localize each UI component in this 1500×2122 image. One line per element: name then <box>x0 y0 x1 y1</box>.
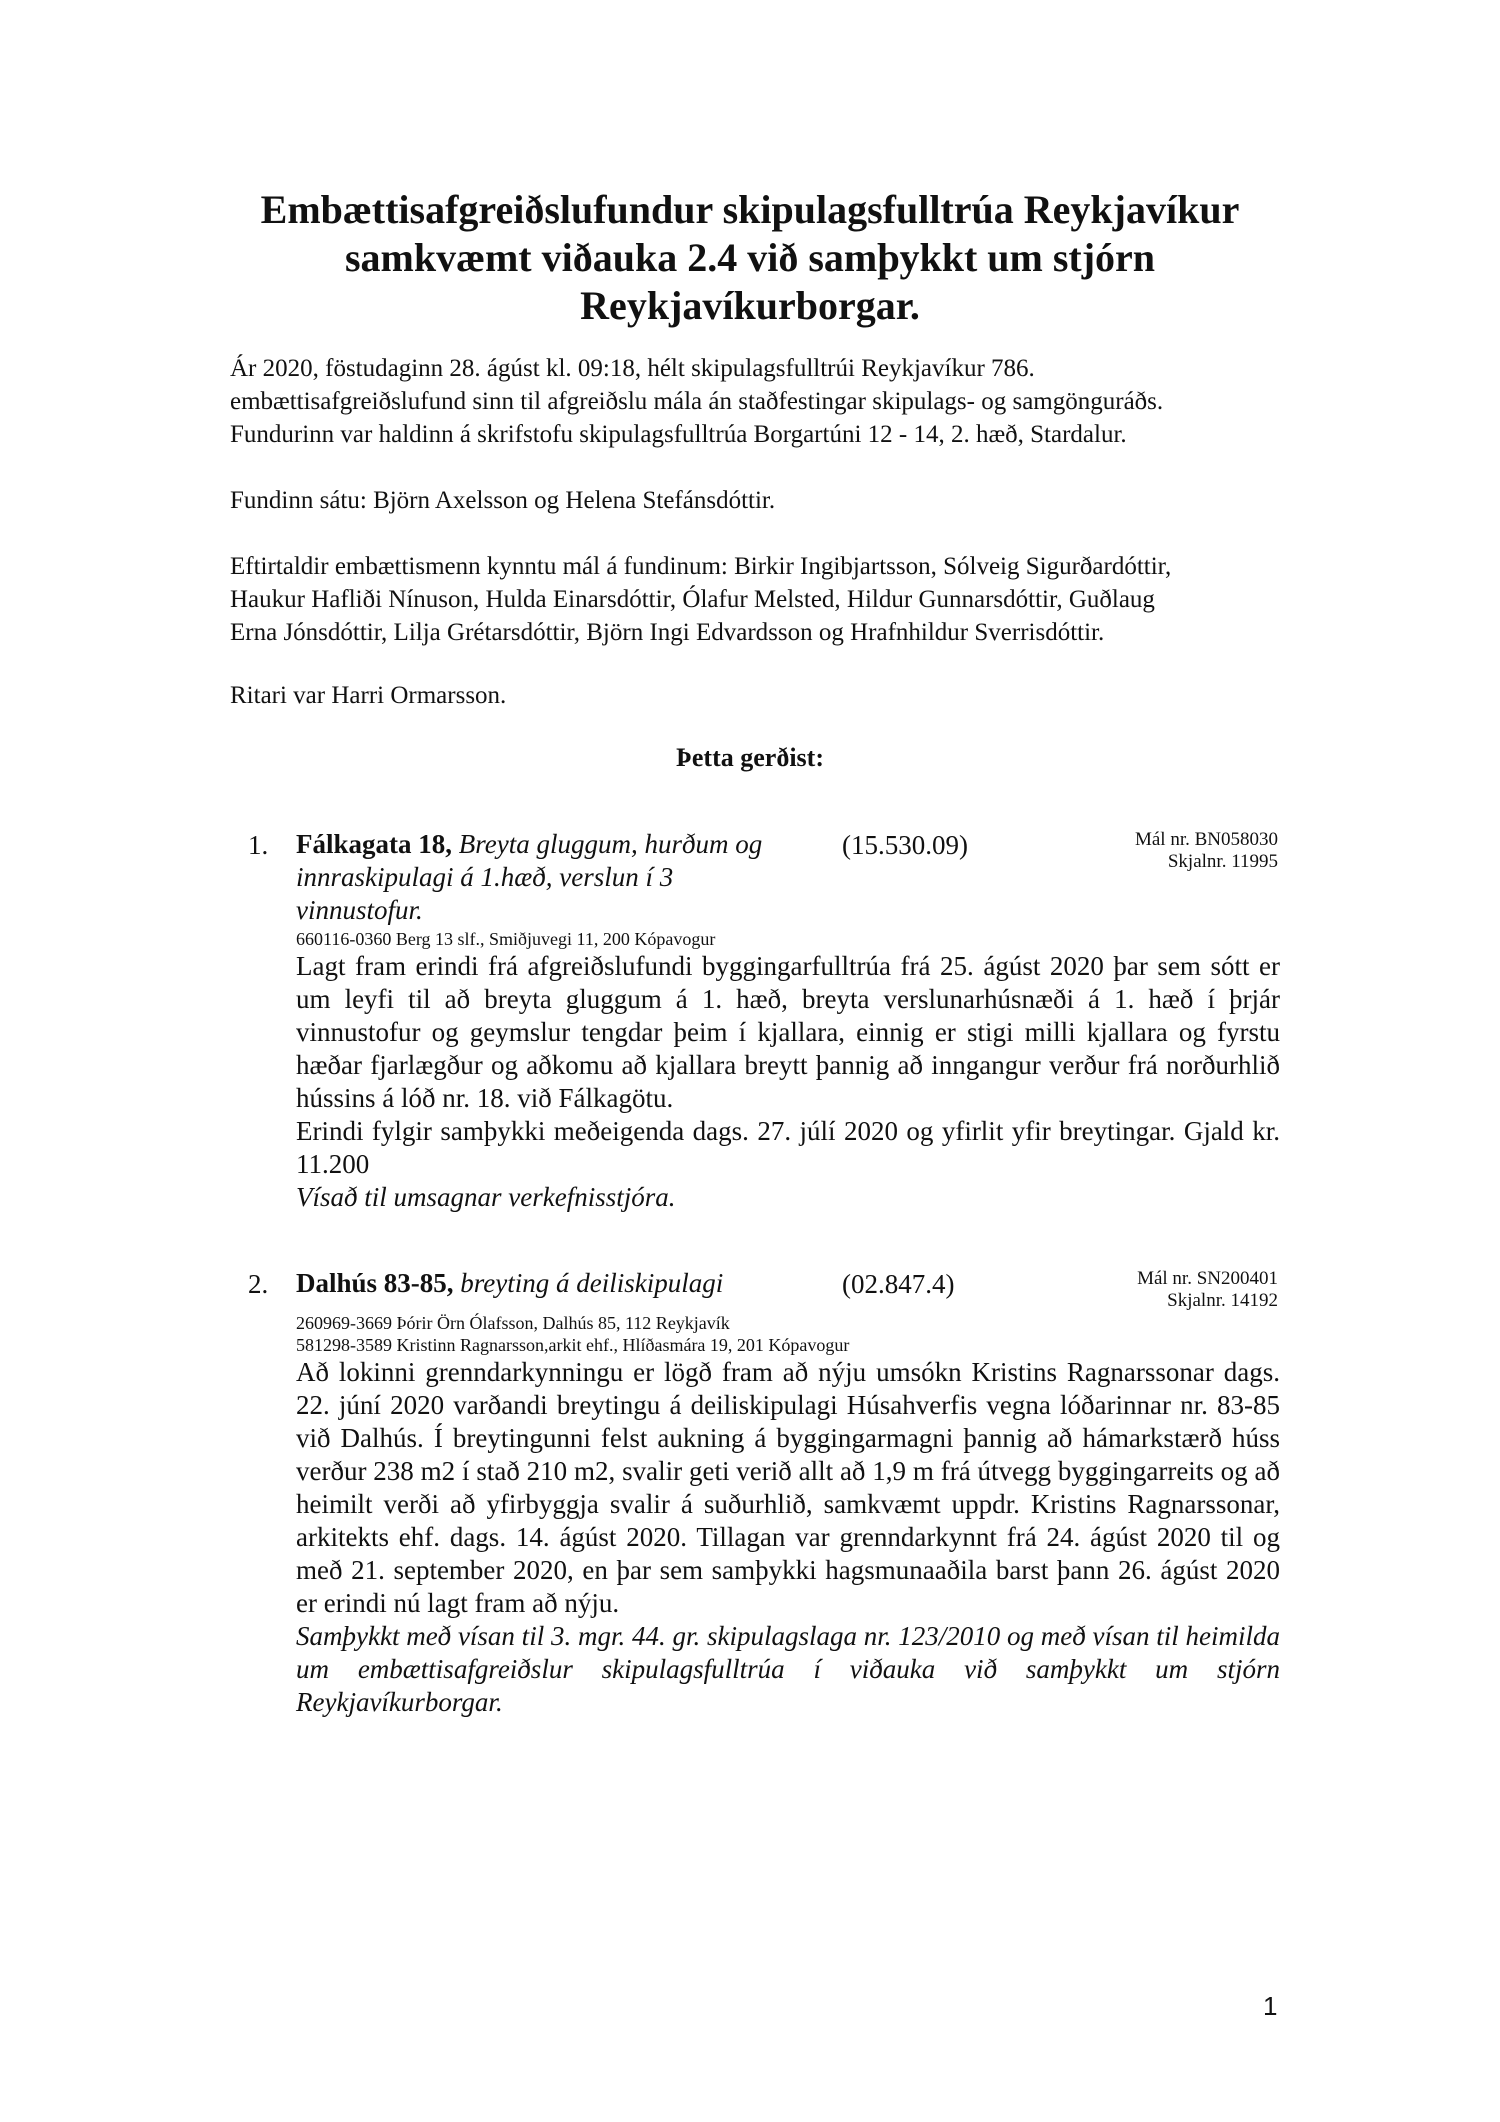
officials-line: Eftirtaldir embættismenn kynntu mál á fundinum: Birkir Ingibjartsson, Sólveig Sigurðardóttir, <box>230 553 1172 580</box>
item-address: Fálkagata 18, <box>296 829 453 859</box>
case-number: Mál nr. BN058030 <box>1134 829 1278 850</box>
owner-line: 260969-3669 Þórir Örn Ólafsson, Dalhús 85, 112 Reykjavík <box>296 1313 730 1333</box>
case-number: Mál nr. SN200401 <box>1137 1268 1278 1289</box>
case-meta <box>1137 1268 1278 1312</box>
document-title <box>200 186 1300 330</box>
item-result: Vísað til umsagnar verkefnisstjóra. <box>296 1182 676 1212</box>
meeting-info-line: Ár 2020, föstudaginn 28. ágúst kl. 09:18, hélt skipulagsfulltrúi Reykjavíkur 786. <box>230 355 1035 382</box>
item-subject-line: vinnustofur. <box>296 895 423 925</box>
item-body <box>296 1356 1280 1719</box>
officials-line: Haukur Hafliði Nínuson, Hulda Einarsdóttir, Ólafur Melsted, Hildur Gunnarsdóttir, Guðlaug <box>230 586 1155 613</box>
item-body <box>296 950 1280 1214</box>
document-number: Skjalnr. 11995 <box>1167 851 1278 872</box>
title-line: Reykjavíkurborgar. <box>580 283 920 328</box>
owner-line: 581298-3589 Kristinn Ragnarsson,arkit ehf., Hlíðasmára 19, 201 Kópavogur <box>296 1335 850 1355</box>
item-address: Dalhús 83-85, <box>296 1268 454 1298</box>
item-result: Samþykkt með vísan til 3. mgr. 44. gr. skipulagslaga nr. 123/2010 og með vísan til heimilda um embættisafgreiðslur skipulagsfulltrúa í viðauka við samþykkt um stjórn Reykjavíkurborgar. <box>296 1621 1280 1717</box>
item-paragraph: Erindi fylgir samþykki meðeigenda dags. 27. júlí 2020 og yfirlit yfir breytingar. Gjald kr. 11.200 <box>296 1116 1280 1179</box>
item-paragraph: Að lokinni grenndarkynningu er lögð fram að nýju umsókn Kristins Ragnarssonar dags. 22. júní 2020 varðandi breytingu á deiliskipulagi Húsahverfis vegna lóðarinnar nr. 83-85 við Dalhús. Í breytingunni felst aukning á byggingarmagni þannig að hámarkstærð húss verður 238 m2 í stað 210 m2, svalir geti verið allt að 1,9 m frá útvegg byggingarreits og að heimilt verði að yfirbyggja svalir á suðurhlið, samkvæmt uppdr. Kristins Ragnarssonar, arkitekts ehf. dags. 14. ágúst 2020. Tillagan var grenndarkynnt frá 24. ágúst 2020 til og með 21. september 2020, en þar sem samþykki hagsmunaaðila barst þann 26. ágúst 2020 er erindi nú lagt fram að nýju. <box>296 1357 1280 1618</box>
officials-list <box>230 550 1330 649</box>
item-number: 1. <box>248 830 269 860</box>
owners <box>296 1312 849 1356</box>
title-line: Embættisafgreiðslufundur skipulagsfulltrúa Reykjavíkur <box>260 187 1240 232</box>
document-number: Skjalnr. 14192 <box>1167 1290 1278 1311</box>
item-subject-line: breyting á deiliskipulagi <box>460 1268 724 1298</box>
meeting-info-line: Fundurinn var haldinn á skrifstofu skipulagsfulltrúa Borgartúni 12 - 14, 2. hæð, Stardalur. <box>230 421 1127 448</box>
attendees: Fundinn sátu: Björn Axelsson og Helena Stefánsdóttir. <box>230 487 776 514</box>
case-meta <box>1135 829 1278 873</box>
page-number: 1 <box>1263 1991 1278 2021</box>
item-title <box>296 828 762 927</box>
meeting-info <box>230 352 1330 451</box>
item-number: 2. <box>248 1269 269 1299</box>
land-code: (02.847.4) <box>842 1269 955 1299</box>
owner-line: 660116-0360 Berg 13 slf., Smiðjuvegi 11, 200 Kópavogur <box>296 929 716 949</box>
section-heading: Þetta gerðist: <box>676 743 824 772</box>
secretary: Ritari var Harri Ormarsson. <box>230 682 507 709</box>
item-title <box>296 1267 723 1300</box>
meeting-info-line: embættisafgreiðslufund sinn til afgreiðslu mála án staðfestingar skipulags- og samgönguráðs. <box>230 388 1164 415</box>
item-paragraph: Lagt fram erindi frá afgreiðslufundi byggingarfulltrúa frá 25. ágúst 2020 þar sem sótt er um leyfi til að breyta gluggum á 1. hæð, breyta verslunarhúsnæði á 1. hæð í þrjár vinnustofur og geymslur tengdar þeim í kjallara, einnig er stigi milli kjallara og fyrstu hæðar fjarlægður og aðkomu að kjallara breytt þannig að inngangur verður frá norðurhlið hússins á lóð nr. 18. við Fálkagötu. <box>296 951 1280 1113</box>
land-code: (15.530.09) <box>842 830 968 860</box>
owners <box>296 928 715 950</box>
item-subject-line: Breyta gluggum, hurðum og <box>458 829 763 859</box>
officials-line: Erna Jónsdóttir, Lilja Grétarsdóttir, Björn Ingi Edvardsson og Hrafnhildur Sverrisdóttir. <box>230 619 1105 646</box>
title-line: samkvæmt viðauka 2.4 við samþykkt um stjórn <box>344 235 1156 280</box>
item-subject-line: innraskipulagi á 1.hæð, verslun í 3 <box>296 862 674 892</box>
